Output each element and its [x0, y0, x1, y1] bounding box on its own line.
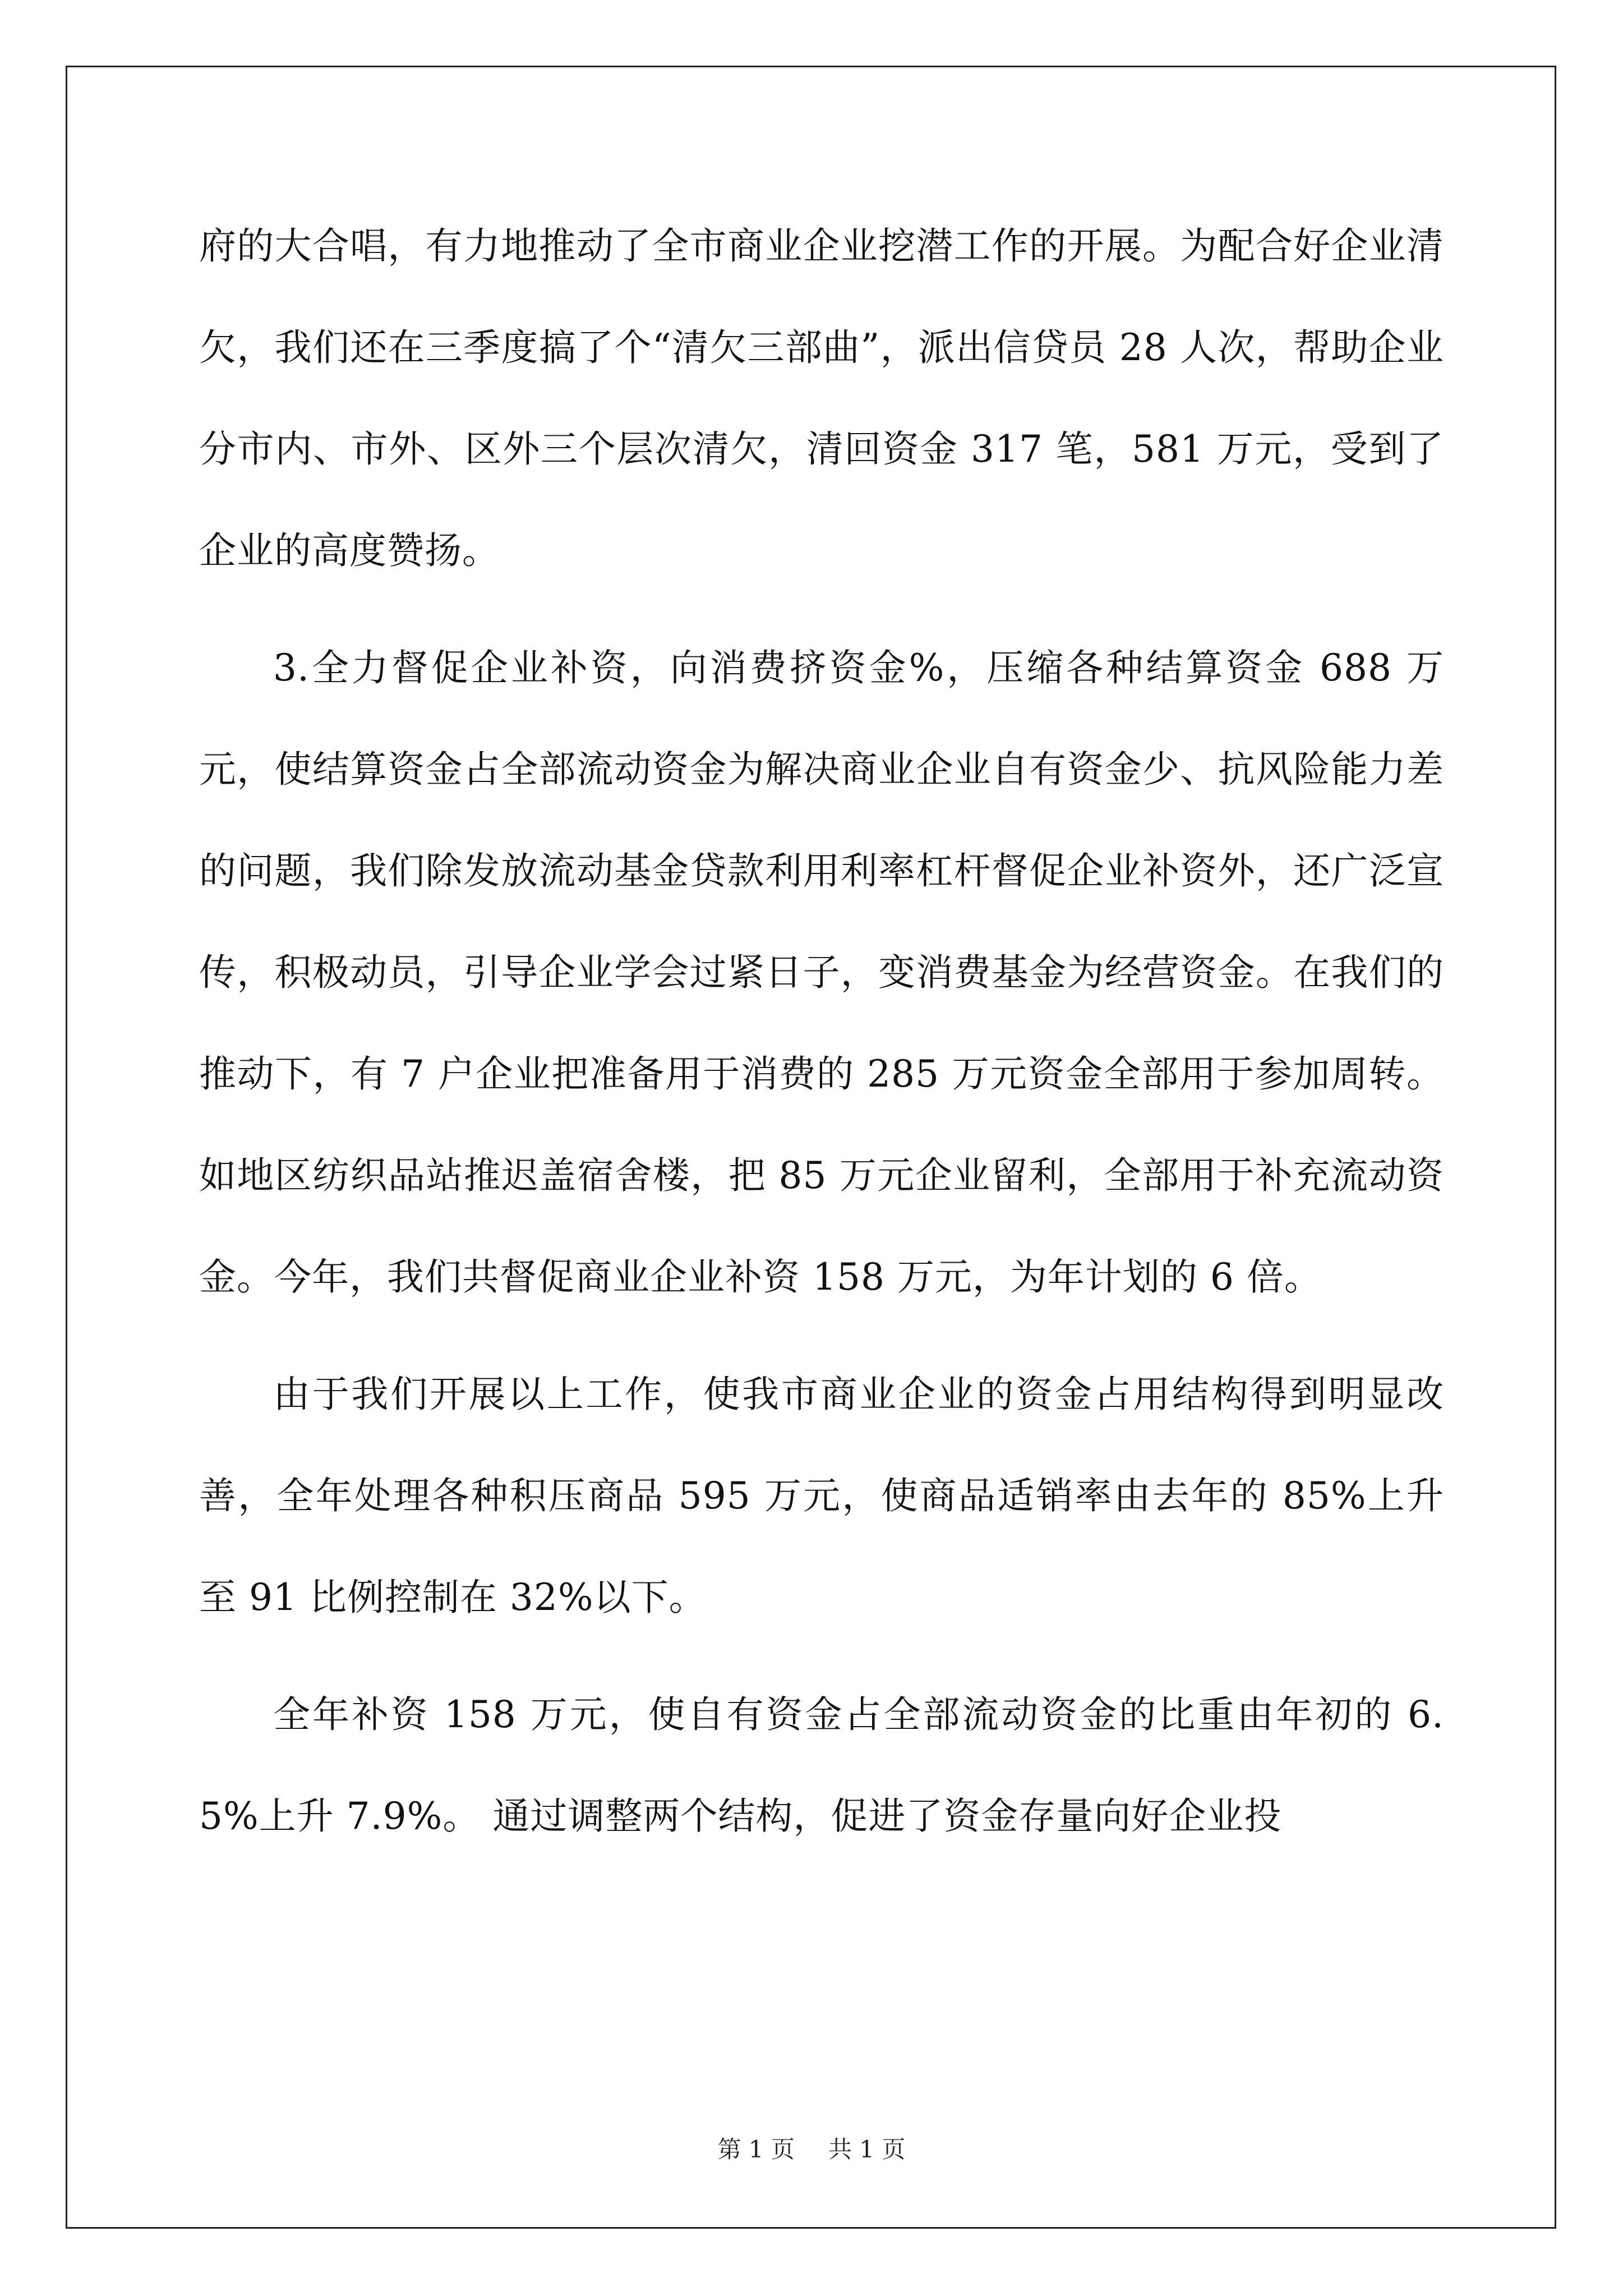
paragraph-2: 3.全力督促企业补资，向消费挤资金%，压缩各种结算资金 688 万元，使结算资金占全部流动资金为解决商业企业自有资金少、抗风险能力差的问题，我们除发放流动基金贷款利用利率杠杆督促企业补资外，还广泛宣传，积极动员，引导企业学会过紧日子，变消费基金为经营资金。在我们的推动下，有 7 户企业把准备用于消费的 285 万元资金全部用于参加周转。如地区纺织品站推迟盖宿舍楼，把 85 万元企业留利，全部用于补充流动资金。今年，我们共督促商业企业补资 158 万元，为年计划的 6 倍。 [199, 646, 1444, 1299]
page-number: 第 1 页 [717, 2136, 795, 2163]
page-total: 共 1 页 [828, 2136, 906, 2163]
paragraph-4: 全年补资 158 万元，使自有资金占全部流动资金的比重由年初的 6.5%上升 7.9%。 通过调整两个结构，促进了资金存量向好企业投 [199, 1693, 1444, 1838]
paragraph-1: 府的大合唱，有力地推动了全市商业企业挖潜工作的开展。为配合好企业清欠，我们还在三季度搞了个“清欠三部曲”，派出信贷员 28 人次，帮助企业分市内、市外、区外三个层次清欠，清回资金 317 笔，581 万元，受到了企业的高度赞扬。 [199, 224, 1444, 572]
page-footer [0, 2133, 1623, 2166]
document-body [199, 195, 1444, 1867]
paragraph-3: 由于我们开展以上工作，使我市商业企业的资金占用结构得到明显改善，全年处理各种积压商品 595 万元，使商品适销率由去年的 85%上升至 91 比例控制在 32%以下。 [199, 1373, 1444, 1619]
